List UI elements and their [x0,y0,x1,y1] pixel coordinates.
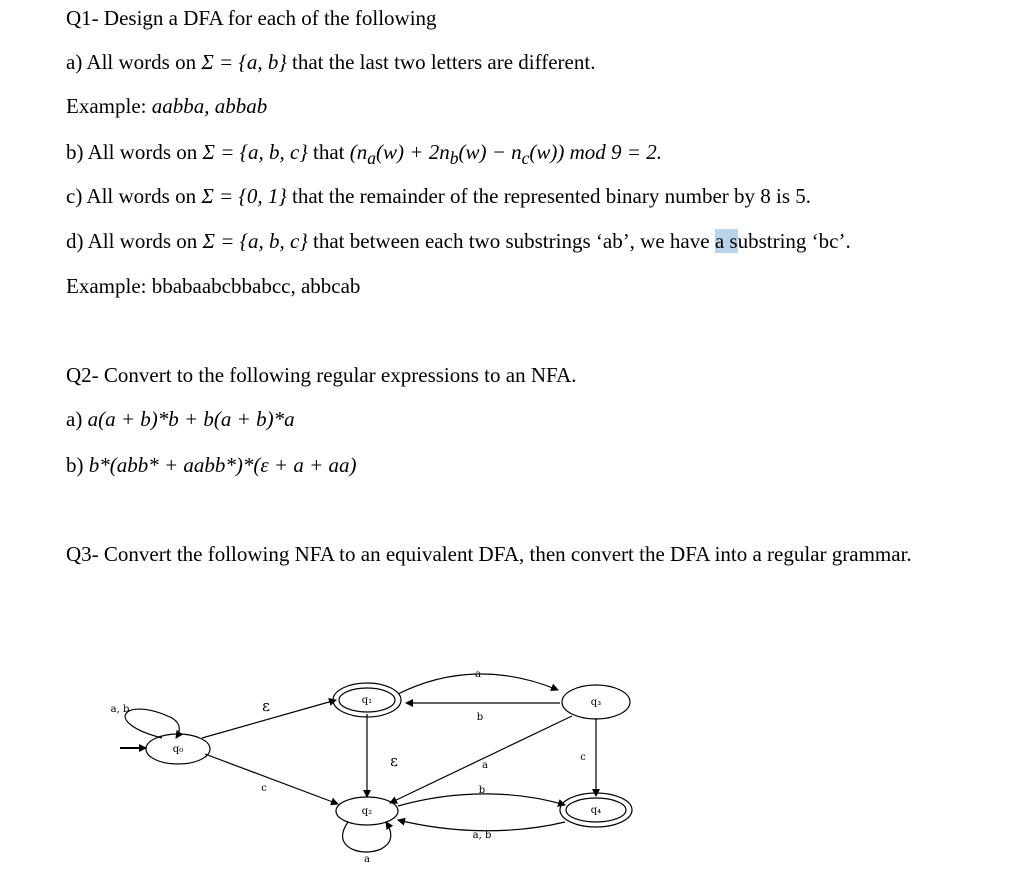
label-q0-q1: ε [262,697,270,715]
state-label-q2: q₂ [361,806,373,817]
label-q3-q2: a [482,760,488,771]
edge-q0-loop [125,709,179,738]
label-q1-q3: a [475,669,481,680]
label-q3-q1: b [476,712,484,723]
state-label-q3: q₃ [590,697,602,708]
label-q4-q2: a, b [472,830,492,841]
state-label-q0: q₀ [172,744,184,755]
count-formula: $(n_a(w) + 2n_b(w) - n_c(w))$ mod 9 = 2. [349,140,662,169]
q3-question: Q3- Convert the following NFA to an equivalent DFA, then convert the DFA into a regular grammar. [66,542,912,566]
label-q0-q2: c [261,783,267,794]
state-label-q4: q₄ [590,805,602,816]
q1-part-a: a) All words on Σ = {a, b} that the last two letters are different. [66,50,596,74]
q1-part-c: c) All words on Σ = {0, 1} that the remainder of the represented binary number by 8 is 5. [66,184,812,208]
q1-title: Q1- Design a DFA for each of the following [66,6,437,30]
nfa-diagram [0,640,1024,877]
text-selection-highlight: a s [714,229,738,253]
state-label-q1: q₁ [361,695,373,706]
label-q2-q4: b [478,785,486,796]
q2-part-b: b) b*(abb* + aabb*)*(ε + a + aa) [66,453,357,477]
q1-part-d: d) All words on Σ = {a, b, c} that between each two substrings ‘ab’, we have a substring ‘bc’. [66,229,851,253]
q2-part-a: a) a(a + b)*b + b(a + b)*a [66,407,295,431]
regex-b: b*(abb* + aabb*)*(ε + a + aa) [88,453,357,477]
label-q2-loop: a [364,854,370,865]
edge-q0-q2 [205,754,338,804]
label-q0-loop: a, b [110,704,130,715]
edge-q2-loop [343,822,391,852]
q1-example-2: Example: bbabaabcbbabcc, abbcab [66,274,361,298]
regex-a: a(a + b)*b + b(a + b)*a [87,407,295,431]
q1-example-1: Example: aabba, abbab [66,94,268,118]
q1-part-b: b) All words on Σ = {a, b, c} that $(n_a(w) + 2n_b(w) - n_c(w))$ mod 9 = 2. [66,140,662,169]
label-q1-q2: ε [390,752,398,770]
q2-title: Q2- Convert to the following regular expressions to an NFA. [66,363,577,387]
label-q3-q4: c [580,752,586,763]
alphabet-set: Σ = {a, b} [201,50,287,74]
